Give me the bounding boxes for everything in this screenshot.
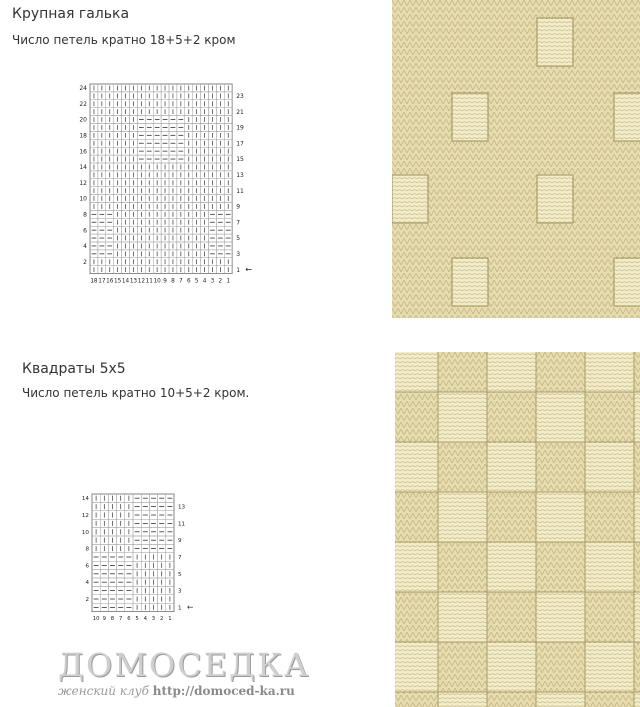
row-label-right: 11 <box>236 187 244 195</box>
purl-block <box>634 392 640 442</box>
row-label-right: 17 <box>236 140 244 148</box>
purl-block <box>395 642 438 692</box>
purl-block <box>585 442 634 492</box>
row-label-left: 6 <box>85 563 89 570</box>
row-label-left: 24 <box>79 85 87 93</box>
start-arrow-icon: ← <box>245 265 252 275</box>
pattern1-photo <box>392 0 640 318</box>
col-label: 4 <box>202 278 207 285</box>
row-label-right: 7 <box>178 554 182 561</box>
row-label-right: 23 <box>236 92 244 100</box>
col-label: 7 <box>179 278 183 285</box>
col-label: 9 <box>163 278 167 285</box>
row-label-left: 10 <box>79 195 87 203</box>
row-label-left: 4 <box>85 580 89 587</box>
row-label-left: 14 <box>81 496 89 503</box>
col-label: 3 <box>151 616 156 623</box>
col-label: 10 <box>153 278 161 285</box>
pattern2-subtitle: Число петель кратно 10+5+2 кром. <box>22 386 250 400</box>
row-label-right: 13 <box>178 504 186 511</box>
row-label-left: 2 <box>85 596 89 603</box>
col-label: 6 <box>127 616 131 623</box>
row-label-right: 11 <box>178 521 186 528</box>
purl-block <box>585 642 634 692</box>
row-label-left: 10 <box>81 529 89 536</box>
col-label: 2 <box>160 616 164 623</box>
col-label: 3 <box>210 278 215 285</box>
row-label-right: 15 <box>236 156 244 164</box>
row-label-left: 18 <box>79 132 87 140</box>
row-label-left: 16 <box>79 148 87 156</box>
purl-block <box>634 592 640 642</box>
purl-block <box>395 352 438 392</box>
row-label-left: 14 <box>79 164 87 172</box>
col-label: 1 <box>168 616 172 623</box>
col-label: 7 <box>119 616 123 623</box>
col-label: 4 <box>143 616 147 623</box>
row-label-left: 22 <box>79 100 87 108</box>
pattern2-title: Квадраты 5х5 <box>22 361 126 377</box>
col-label: 5 <box>194 278 199 285</box>
col-label: 13 <box>129 278 138 285</box>
row-label-left: 8 <box>85 546 89 553</box>
col-label: 6 <box>186 278 191 285</box>
purl-block <box>395 442 438 492</box>
purl-block <box>585 352 634 392</box>
purl-block <box>395 542 438 592</box>
row-label-right: 3 <box>178 588 182 595</box>
pattern1-chart <box>74 80 274 298</box>
purl-block <box>438 592 487 642</box>
site-logo: ДОМОСЕДКА <box>58 646 311 684</box>
pattern1-title: Крупная галька <box>12 6 130 22</box>
purl-block <box>452 258 488 306</box>
col-label: 9 <box>102 616 106 623</box>
row-label-right: 3 <box>236 250 241 258</box>
col-label: 1 <box>226 278 231 285</box>
col-label: 10 <box>92 616 100 623</box>
row-label-right: 1 <box>178 605 182 612</box>
purl-block <box>536 592 585 642</box>
start-arrow-icon: ← <box>187 602 194 612</box>
col-label: 14 <box>121 278 130 285</box>
row-label-right: 21 <box>236 108 244 116</box>
purl-block <box>634 692 640 707</box>
pattern2-photo <box>395 352 640 707</box>
purl-block <box>634 492 640 542</box>
row-label-right: 9 <box>236 203 241 211</box>
row-label-left: 4 <box>83 243 87 251</box>
col-label: 5 <box>135 616 139 623</box>
purl-block <box>487 542 536 592</box>
row-label-left: 20 <box>79 116 87 124</box>
purl-block <box>536 492 585 542</box>
purl-block <box>614 93 640 141</box>
purl-block <box>438 392 487 442</box>
purl-block <box>536 692 585 707</box>
purl-block <box>537 175 573 223</box>
purl-block <box>438 692 487 707</box>
col-label: 8 <box>171 278 175 285</box>
col-label: 8 <box>110 616 115 623</box>
tagline-text: женский клуб <box>58 684 149 698</box>
purl-block <box>438 492 487 542</box>
purl-block <box>585 542 634 592</box>
site-tagline <box>58 684 295 698</box>
row-label-right: 13 <box>236 171 244 179</box>
col-label: 18 <box>90 278 98 285</box>
row-label-right: 9 <box>178 538 182 545</box>
purl-block <box>452 93 488 141</box>
row-label-left: 2 <box>83 258 87 266</box>
purl-block <box>487 642 536 692</box>
col-label: 15 <box>114 278 122 285</box>
col-label: 16 <box>106 278 114 285</box>
row-label-left: 12 <box>81 512 89 519</box>
row-label-left: 6 <box>83 227 87 235</box>
site-url[interactable]: http://domoced-ka.ru <box>152 684 295 698</box>
row-label-right: 19 <box>236 124 244 132</box>
row-label-left: 12 <box>79 179 87 187</box>
col-label: 17 <box>98 278 106 285</box>
row-label-right: 1 <box>236 266 241 274</box>
pattern1-subtitle: Число петель кратно 18+5+2 кром <box>12 33 236 47</box>
row-label-right: 5 <box>178 571 182 578</box>
purl-block <box>487 352 536 392</box>
purl-block <box>392 175 428 223</box>
purl-block <box>537 18 573 66</box>
col-label: 11 <box>145 278 153 285</box>
knit-texture <box>392 0 640 318</box>
purl-block <box>536 392 585 442</box>
col-label: 2 <box>218 278 223 285</box>
row-label-right: 7 <box>236 219 241 227</box>
row-label-left: 8 <box>83 211 87 219</box>
purl-block <box>614 258 640 306</box>
col-label: 12 <box>137 278 145 285</box>
purl-block <box>487 442 536 492</box>
pattern2-chart <box>78 490 208 625</box>
row-label-right: 5 <box>236 235 241 243</box>
